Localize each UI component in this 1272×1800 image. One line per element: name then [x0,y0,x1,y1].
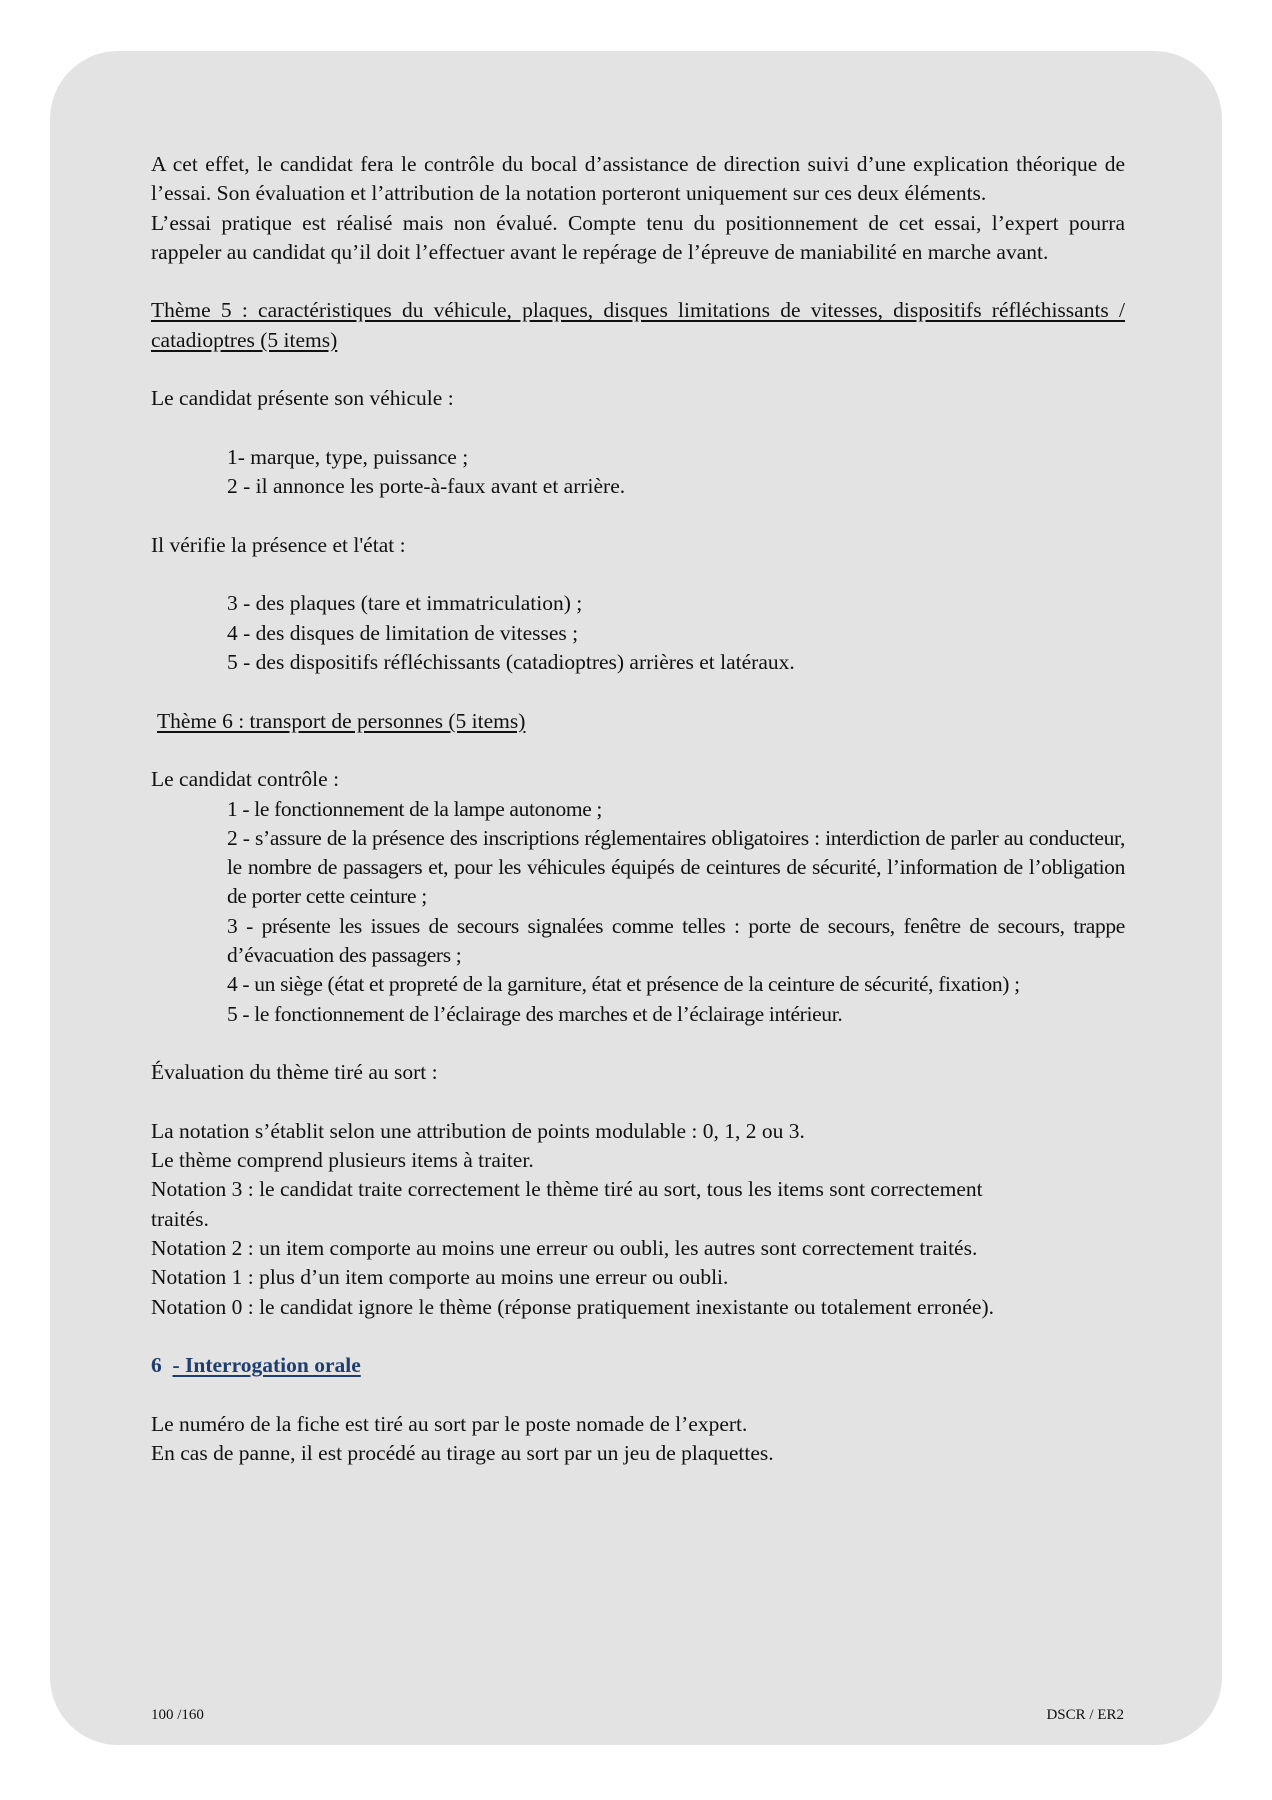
section-6-number: 6 [151,1353,162,1378]
evaluation-title: Évaluation du thème tiré au sort : [151,1060,438,1085]
intro-paragraph-1: A cet effet, le candidat fera le contrôle du bocal d’assistance de direction suivi d’une explication théorique de l’essai. Son évaluation et l’attribution de la notation porteront uniquement sur ces deux éléments. [151,152,1125,206]
theme-6-item: 5 - le fonctionnement de l’éclairage des marches et de l’éclairage intérieur. [227,1001,843,1026]
theme-5-item: 5 - des dispositifs réfléchissants (catadioptres) arrières et latéraux. [227,650,795,675]
theme-5-item: 3 - des plaques (tare et immatriculation) ; [227,591,583,616]
section-6-line: Le numéro de la fiche est tiré au sort par le poste nomade de l’expert. [151,1411,748,1436]
section-6-heading [151,1351,1125,1380]
theme-5-intro-1: Le candidat présente son véhicule : [151,386,454,411]
theme-6-item: 4 - un siège (état et propreté de la garniture, état et présence de la ceinture de sécurité, fixation) ; [227,972,1020,997]
evaluation-line: Le thème comprend plusieurs items à traiter. [151,1148,534,1173]
evaluation-line: Notation 3 : le candidat traite correctement le thème tiré au sort, tous les items sont correctement traités. [151,1177,983,1231]
theme-5-intro-2: Il vérifie la présence et l'état : [151,532,406,557]
theme-5-item: 1- marque, type, puissance ; [227,444,469,469]
page-number: 100 /160 [151,1707,204,1723]
theme-6-title: Thème 6 : transport de personnes (5 items) [157,708,526,733]
theme-6-item: 1 - le fonctionnement de la lampe autonome ; [227,796,603,821]
evaluation-line: Notation 2 : un item comporte au moins une erreur ou oubli, les autres sont correctement traités. [151,1235,978,1260]
section-6-line: En cas de panne, il est procédé au tirage au sort par un jeu de plaquettes. [151,1441,774,1466]
theme-5-title: Thème 5 : caractéristiques du véhicule, plaques, disques limitations de vitesses, dispositifs réfléchissants / catadioptres (5 items) [151,298,1125,352]
theme-6-intro: Le candidat contrôle : [151,767,340,792]
section-6-title: - Interrogation orale [172,1353,361,1378]
evaluation-line: Notation 1 : plus d’un item comporte au moins une erreur ou oubli. [151,1265,729,1290]
theme-5-item: 2 - il annonce les porte-à-faux avant et arrière. [227,474,626,499]
evaluation-line: Notation 0 : le candidat ignore le thème (réponse pratiquement inexistante ou totalement erronée). [151,1294,994,1319]
theme-5-item: 4 - des disques de limitation de vitesses ; [227,620,579,645]
evaluation-line: La notation s’établit selon une attribution de points modulable : 0, 1, 2 ou 3. [151,1118,805,1143]
theme-6-item: 2 - s’assure de la présence des inscriptions réglementaires obligatoires : interdiction de parler au conducteur, le nombre de passagers et, pour les véhicules équipés de ceintures de sécurité, l’information de l’obligation de porter cette ceinture ; [227,825,1125,909]
page-content [151,150,1125,1468]
intro-paragraph-2: L’essai pratique est réalisé mais non évalué. Compte tenu du positionnement de cet essai, l’expert pourra rappeler au candidat qu’il doit l’effectuer avant le repérage de l’épreuve de maniabilité en marche avant. [151,210,1125,264]
theme-6-item: 3 - présente les issues de secours signalées comme telles : porte de secours, fenêtre de secours, trappe d’évacuation des passagers ; [227,913,1125,968]
document-reference: DSCR / ER2 [1046,1707,1124,1723]
